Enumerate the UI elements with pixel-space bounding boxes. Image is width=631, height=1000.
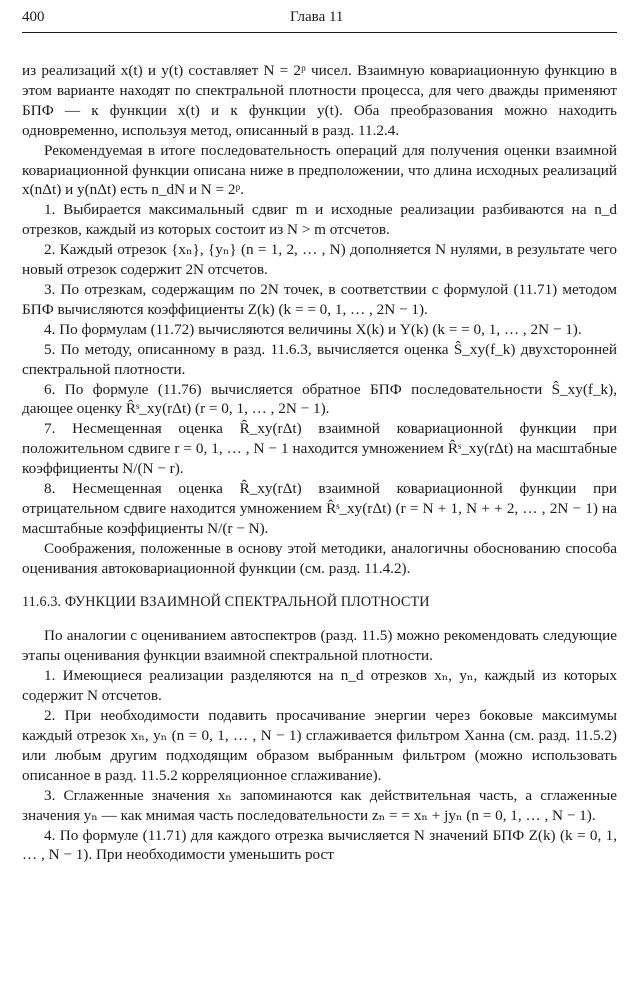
page-number: 400 xyxy=(22,9,45,25)
list-step-2: 2. Каждый отрезок {xₙ}, {yₙ} (n = 1, 2, … , N) дополняется N нулями, в результате чего новый отрезок содержит 2N отсчетов. xyxy=(22,241,617,279)
running-header xyxy=(22,8,617,33)
list2-step-4: 4. По формуле (11.71) для каждого отрезка вычисляется N значений БПФ Z(k) (k = 0, 1, … , N − 1). При необходимости уменьшить рост xyxy=(22,826,617,864)
list-step-7: 7. Несмещенная оценка R̂_xy(rΔt) взаимной ковариационной функции при положительном сдвиге r = 0, 1, … , N − 1 находится умножением R̂ˢ_xy(rΔt) на масштабные коэффициенты N/(N − r). xyxy=(22,420,617,478)
paragraph-cross-spectrum-intro: По аналогии с оцениванием автоспектров (разд. 11.5) можно рекомендовать следующие этапы оценивания функции взаимной спектральной плотности. xyxy=(22,627,617,665)
list-step-4: 4. По формулам (11.72) вычисляются величины X(k) и Y(k) (k = = 0, 1, … , 2N − 1). xyxy=(44,320,582,338)
list-step-5: 5. По методу, описанному в разд. 11.6.3, вычисляется оценка Ŝ_xy(f_k) двухсторонней спектральной плотности. xyxy=(22,340,617,378)
list2-step-2: 2. При необходимости подавить просачивание энергии через боковые максимумы каждый отрезок xₙ, yₙ (n = 0, 1, … , N − 1) сглаживается фильтром Ханна (см. разд. 11.5.2) или любым другим подходящим образом выбранным фильтром (можно использовать описанное в разд. 11.5.2 корреляционное сглаживание). xyxy=(22,707,617,784)
section-heading: 11.6.3. ФУНКЦИИ ВЗАИМНОЙ СПЕКТРАЛЬНОЙ ПЛОТНОСТИ xyxy=(22,593,430,610)
list-step-1: 1. Выбирается максимальный сдвиг m и исходные реализации разбиваются на n_d отрезков, каждый из которых состоит из N > m отсчетов. xyxy=(22,201,617,239)
list-step-6: 6. По формуле (11.76) вычисляется обратное БПФ последовательности Ŝ_xy(f_k), дающее оценку R̂ˢ_xy(rΔt) (r = 0, 1, … , 2N − 1). xyxy=(22,380,617,418)
chapter-title: Глава 11 xyxy=(290,9,344,25)
paragraph-rationale: Соображения, положенные в основу этой методики, аналогичны обоснованию способа оценивания автоковариационной функции (см. разд. 11.4.2). xyxy=(22,539,617,577)
list-step-8: 8. Несмещенная оценка R̂_xy(rΔt) взаимной ковариационной функции при отрицательном сдвиге находится умножением R̂ˢ_xy(rΔt) (r = N + 1, N + + 2, … , 2N − 1) на масштабные коэффициенты N/(r − N). xyxy=(22,480,617,537)
paragraph-intro-continuation: из реализаций x(t) и y(t) составляет N = 2ᵖ чисел. Взаимную ковариационную функцию в этом варианте находят по спектральной плотности процесса, для чего дважды применяют БПФ — к функции x(t) и к функции y(t). Оба преобразования можно находить одновременно, используя метод, описанный в разд. 11.2.4. xyxy=(22,62,617,139)
list2-step-3: 3. Сглаженные значения xₙ запоминаются как действительная часть, а сглаженные значения yₙ — как мнимая часть последовательности zₙ = = xₙ + jyₙ (n = 0, 1, … , N − 1). xyxy=(22,786,617,824)
list-step-3: 3. По отрезкам, содержащим по 2N точек, в соответствии с формулой (11.71) методом БПФ вычисляются коэффициенты Z(k) (k = = 0, 1, … , 2N − 1). xyxy=(22,280,617,318)
list2-step-1: 1. Имеющиеся реализации разделяются на n_d отрезков xₙ, yₙ, каждый из которых содержит N отсчетов. xyxy=(22,667,617,705)
paragraph-recommended-sequence: Рекомендуемая в итоге последовательность операций для получения оценки взаимной ковариационной функции описана ниже в предположении, что длина исходных реализаций x(nΔt) и y(nΔt) есть n_dN и N = 2ᵖ. xyxy=(22,141,617,199)
